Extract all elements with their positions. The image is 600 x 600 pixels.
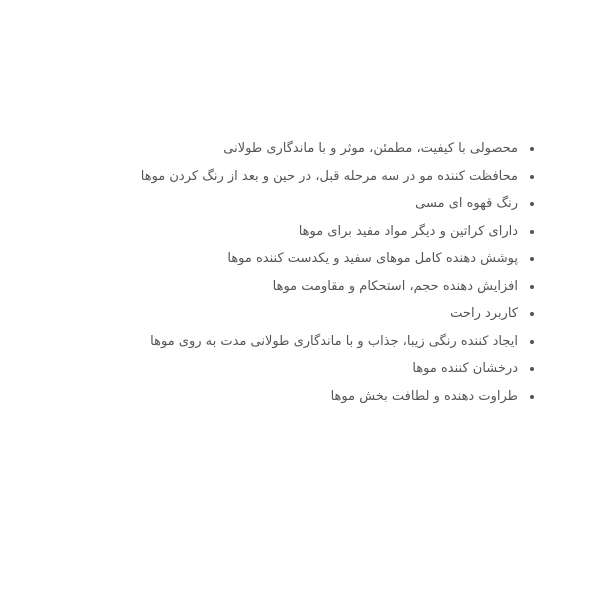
list-item xyxy=(64,163,534,191)
bullet-icon xyxy=(530,340,534,344)
bullet-icon xyxy=(530,367,534,371)
list-item-text: پوشش دهنده کامل موهای سفید و یکدست کننده موها xyxy=(227,251,518,266)
bullet-icon xyxy=(530,175,534,179)
list-item-text: درخشان کننده موها xyxy=(412,361,518,376)
bullet-icon xyxy=(530,257,534,261)
feature-list xyxy=(64,135,534,410)
list-item xyxy=(64,300,534,328)
bullet-icon xyxy=(530,285,534,289)
list-item-text: افزایش دهنده حجم، استحکام و مقاومت موها xyxy=(272,278,518,294)
list-item-text: ایجاد کننده رنگی زیبا، جذاب و با ماندگاری طولانی مدت به روی موها xyxy=(150,333,518,349)
list-item xyxy=(64,328,534,356)
bullet-icon xyxy=(530,395,534,399)
list-item xyxy=(64,383,534,411)
list-item xyxy=(64,190,534,218)
list-item-text: دارای کراتین و دیگر مواد مفید برای موها xyxy=(298,223,518,239)
bullet-icon xyxy=(530,202,534,206)
list-item-text: طراوت دهنده و لطافت بخش موها xyxy=(330,388,518,404)
list-item-text: محصولی با کیفیت، مطمئن، موثر و با ماندگاری طولانی xyxy=(223,141,518,156)
list-item xyxy=(64,355,534,383)
bullet-icon xyxy=(530,312,534,316)
bullet-icon xyxy=(530,230,534,234)
list-item xyxy=(64,273,534,301)
list-item xyxy=(64,218,534,246)
list-item-text: کاربرد راحت xyxy=(450,306,518,321)
list-item xyxy=(64,245,534,273)
list-item-text: محافظت کننده مو در سه مرحله قبل، در حین و بعد از رنگ کردن موها xyxy=(140,168,518,184)
list-item-text: رنگ قهوه ای مسی xyxy=(415,196,518,211)
bullet-icon xyxy=(530,147,534,151)
list-item xyxy=(64,135,534,163)
